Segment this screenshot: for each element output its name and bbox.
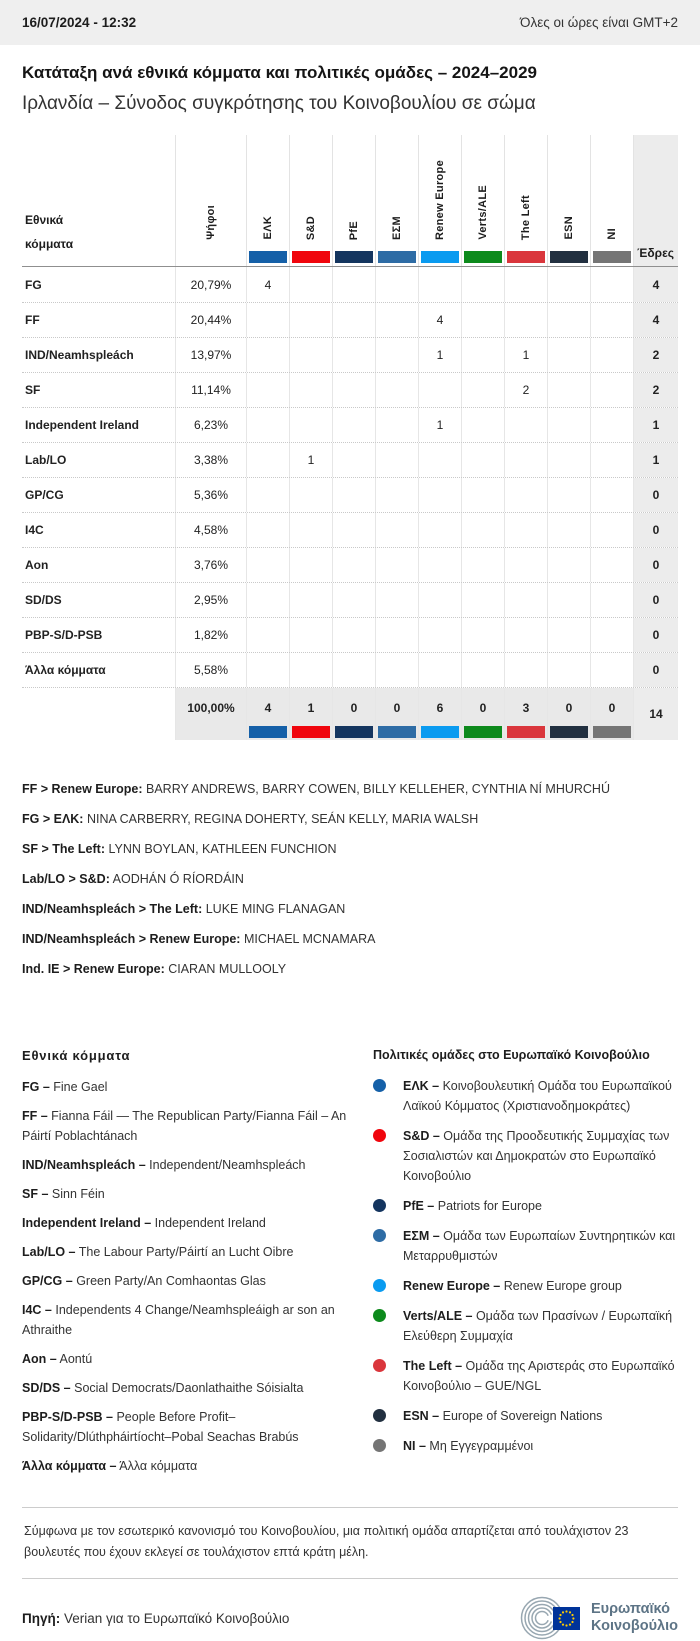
page-title: Κατάταξη ανά εθνικά κόμματα και πολιτικές ομάδες – 2024–2029 <box>22 63 537 82</box>
group-seat-cell <box>590 408 633 442</box>
seats-total-cell: 1 <box>633 443 678 477</box>
group-seat-cell <box>246 618 289 652</box>
group-seat-cell <box>375 408 418 442</box>
group-seat-cell <box>504 653 547 687</box>
group-column-header: S&D <box>289 135 332 266</box>
group-seat-cell <box>375 548 418 582</box>
votes-percent: 3,38% <box>175 443 246 477</box>
group-seat-cell <box>246 478 289 512</box>
group-color-bar <box>292 726 330 738</box>
party-legend-item: FF – Fianna Fáil — The Republican Party/Fianna Fáil – An Páirtí Poblachtánach <box>22 1109 347 1143</box>
votes-percent: 1,82% <box>175 618 246 652</box>
group-seat-cell <box>547 583 590 617</box>
seats-total-cell: 4 <box>633 303 678 337</box>
group-seat-cell <box>289 583 332 617</box>
group-seat-cell <box>418 267 461 302</box>
group-color-dot <box>373 1409 386 1422</box>
seats-total-cell: 0 <box>633 513 678 547</box>
votes-percent: 6,23% <box>175 408 246 442</box>
table-row <box>22 267 678 302</box>
group-seat-cell <box>590 338 633 372</box>
source-text: Πηγή: Verian για το Ευρωπαϊκό Κοινοβούλιο <box>22 1610 290 1626</box>
table-total-row <box>22 687 678 740</box>
group-seat-cell <box>504 267 547 302</box>
group-seat-cell <box>461 303 504 337</box>
row-header-cell <box>22 135 175 266</box>
votes-percent: 20,79% <box>175 267 246 302</box>
party-name: SD/DS <box>25 593 62 607</box>
party-name: FG <box>25 277 42 292</box>
group-color-bar <box>335 251 373 263</box>
total-group-cell: 0 <box>461 688 504 740</box>
votes-percent: 5,58% <box>175 653 246 687</box>
group-seat-cell: 4 <box>418 303 461 337</box>
group-seat-cell <box>461 513 504 547</box>
party-legend-item: I4C – Independents 4 Change/Neamhspleáigh ar son an Athraithe <box>22 1303 335 1337</box>
group-seat-cell <box>418 443 461 477</box>
group-seat-cell <box>289 338 332 372</box>
group-legend-item: Verts/ALE – Ομάδα των Πρασίνων / Ευρωπαϊκή Ελεύθερη Συμμαχία <box>373 1306 678 1346</box>
group-color-dot <box>373 1439 386 1452</box>
group-seat-cell <box>547 653 590 687</box>
group-seat-cell <box>375 478 418 512</box>
party-legend-item: Aon – Aontú <box>22 1352 93 1366</box>
group-seat-cell <box>289 513 332 547</box>
group-seat-cell <box>547 373 590 407</box>
group-seat-cell <box>375 267 418 302</box>
group-legend-item: PfE – Patriots for Europe <box>373 1196 678 1216</box>
group-seat-cell <box>547 338 590 372</box>
group-color-bar <box>378 251 416 263</box>
group-seat-cell <box>418 653 461 687</box>
total-group-cell: 0 <box>590 688 633 740</box>
mep-line: Lab/LO > S&D: AODHÁN Ó RÍORDÁIN <box>22 872 244 886</box>
group-seat-cell <box>590 513 633 547</box>
group-seat-cell <box>461 338 504 372</box>
group-column-header: ΕΣΜ <box>375 135 418 266</box>
table-row <box>22 547 678 582</box>
party-legend-item: FG – Fine Gael <box>22 1080 108 1094</box>
group-seat-cell <box>461 267 504 302</box>
group-seat-cell <box>289 478 332 512</box>
group-legend-item: Renew Europe – Renew Europe group <box>373 1276 678 1296</box>
group-seat-cell <box>547 443 590 477</box>
table-row <box>22 407 678 442</box>
party-legend-item: SF – Sinn Féin <box>22 1187 105 1201</box>
votes-column-header: Ψήφοι <box>175 135 246 266</box>
group-seat-cell: 1 <box>418 408 461 442</box>
group-seat-cell <box>590 373 633 407</box>
group-seat-cell <box>547 548 590 582</box>
table-row <box>22 652 678 687</box>
group-seat-cell <box>332 338 375 372</box>
group-seat-cell <box>504 513 547 547</box>
total-group-cell: 3 <box>504 688 547 740</box>
logo-text: Ευρωπαϊκό Κοινοβούλιο <box>590 1601 678 1634</box>
seats-column-header: Έδρες <box>633 135 678 266</box>
table-row <box>22 337 678 372</box>
group-seat-cell <box>289 548 332 582</box>
party-name: FF <box>25 313 40 327</box>
group-column-header: ESN <box>547 135 590 266</box>
group-color-dot <box>373 1279 386 1292</box>
group-seat-cell <box>246 583 289 617</box>
seats-total-cell: 0 <box>633 548 678 582</box>
party-legend-item: PBP-S/D-PSB – People Before Profit–Solidarity/Dlúthpháirtíocht–Pobal Seachas Brabús <box>22 1410 299 1444</box>
votes-percent: 20,44% <box>175 303 246 337</box>
party-name: Άλλα κόμματα <box>25 663 106 677</box>
group-seat-cell <box>547 478 590 512</box>
total-group-cell: 1 <box>289 688 332 740</box>
group-column-header: PfE <box>332 135 375 266</box>
total-group-cell: 4 <box>246 688 289 740</box>
group-column-header: Renew Europe <box>418 135 461 266</box>
party-legend <box>22 1048 352 1485</box>
party-name: PBP-S/D-PSB <box>25 628 103 642</box>
party-legend-item: Άλλα κόμματα – Άλλα κόμματα <box>22 1459 198 1473</box>
group-seat-cell <box>246 408 289 442</box>
mep-assignments <box>22 774 678 984</box>
mep-line: Ind. IE > Renew Europe: CIARAN MULLOOLY <box>22 962 287 976</box>
group-seat-cell <box>332 653 375 687</box>
timezone-note: Όλες οι ώρες είναι GMT+2 <box>520 15 678 30</box>
group-seat-cell <box>289 653 332 687</box>
seats-total-cell: 0 <box>633 583 678 617</box>
group-color-dot <box>373 1129 386 1142</box>
group-seat-cell <box>246 303 289 337</box>
group-color-dot <box>373 1359 386 1372</box>
party-name: Aon <box>25 558 49 572</box>
source-row <box>22 1595 678 1641</box>
group-seat-cell <box>418 548 461 582</box>
group-seat-cell <box>289 373 332 407</box>
group-color-bar <box>550 251 588 263</box>
group-seat-cell <box>461 373 504 407</box>
party-legend-item: SD/DS – Social Democrats/Daonlathaithe Sóisialta <box>22 1381 304 1395</box>
group-legend-item: NI – Μη Εγγεγραμμένοι <box>373 1436 678 1456</box>
group-seat-cell <box>590 618 633 652</box>
table-header <box>22 135 678 267</box>
party-name: Lab/LO <box>25 453 67 467</box>
total-votes: 100,00% <box>175 688 246 740</box>
party-legend-item: GP/CG – Green Party/An Comhaontas Glas <box>22 1274 266 1288</box>
group-column-header: The Left <box>504 135 547 266</box>
group-legend-item: ΕΣΜ – Ομάδα των Ευρωπαίων Συντηρητικών και Μεταρρυθμιστών <box>373 1226 678 1266</box>
group-seat-cell <box>590 653 633 687</box>
seats-total-cell: 0 <box>633 478 678 512</box>
group-seat-cell <box>375 443 418 477</box>
group-seat-cell <box>461 443 504 477</box>
seats-total-cell: 0 <box>633 653 678 687</box>
group-column-header: ΕΛΚ <box>246 135 289 266</box>
group-seat-cell <box>504 443 547 477</box>
group-seat-cell <box>289 303 332 337</box>
group-seat-cell <box>461 618 504 652</box>
votes-percent: 5,36% <box>175 478 246 512</box>
hemicycle-eu-flag-icon <box>517 1595 583 1641</box>
group-color-dot <box>373 1229 386 1242</box>
group-seat-cell <box>418 478 461 512</box>
group-seat-cell <box>375 303 418 337</box>
table-row <box>22 617 678 652</box>
group-color-bar <box>249 251 287 263</box>
group-color-bar <box>507 251 545 263</box>
group-column-header: NI <box>590 135 633 266</box>
seats-total-cell: 1 <box>633 408 678 442</box>
total-group-cell: 0 <box>332 688 375 740</box>
mep-line: IND/Neamhspleách > Renew Europe: MICHAEL MCNAMARA <box>22 932 376 946</box>
group-seat-cell <box>418 583 461 617</box>
group-seat-cell <box>375 373 418 407</box>
group-seat-cell <box>590 548 633 582</box>
group-legend-item: S&D – Ομάδα της Προοδευτικής Συμμαχίας των Σοσιαλιστών και Δημοκρατών στο Ευρωπαϊκό Κοινοβούλιο <box>373 1126 678 1186</box>
group-seat-cell <box>332 408 375 442</box>
group-seat-cell: 1 <box>504 338 547 372</box>
group-seat-cell <box>289 618 332 652</box>
group-seat-cell <box>332 478 375 512</box>
group-color-dot <box>373 1199 386 1212</box>
group-seat-cell <box>504 478 547 512</box>
group-seat-cell <box>418 373 461 407</box>
group-seat-cell <box>246 653 289 687</box>
group-seat-cell: 4 <box>246 267 289 302</box>
group-seat-cell <box>547 303 590 337</box>
group-seat-cell <box>246 338 289 372</box>
group-legend-item: ΕΛΚ – Κοινοβουλευτική Ομάδα του Ευρωπαϊκού Λαϊκού Κόμματος (Χριστιανοδημοκράτες) <box>373 1076 678 1116</box>
total-group-cell: 0 <box>375 688 418 740</box>
footnote: Σύμφωνα με τον εσωτερικό κανονισμό του Κοινοβουλίου, μια πολιτική ομάδα απαρτίζεται από τουλάχιστον 23 βουλευτές που έχουν εκλεγεί σε τουλάχιστον επτά κράτη μέλη. <box>22 1507 678 1579</box>
group-seat-cell <box>418 513 461 547</box>
group-color-bar <box>421 726 459 738</box>
top-bar <box>0 0 700 45</box>
group-seat-cell <box>246 548 289 582</box>
party-name: IND/Neamhspleách <box>25 348 134 362</box>
mep-line: SF > The Left: LYNN BOYLAN, KATHLEEN FUNCHION <box>22 842 337 856</box>
group-seat-cell <box>504 408 547 442</box>
group-seat-cell <box>590 478 633 512</box>
group-seat-cell <box>332 548 375 582</box>
group-color-bar <box>335 726 373 738</box>
group-legend-item: The Left – Ομάδα της Αριστεράς στο Ευρωπαϊκό Κοινοβούλιο – GUE/NGL <box>373 1356 678 1396</box>
group-color-bar <box>292 251 330 263</box>
votes-percent: 2,95% <box>175 583 246 617</box>
group-seat-cell <box>461 478 504 512</box>
group-seat-cell <box>590 583 633 617</box>
total-seats: 14 <box>633 688 678 740</box>
group-seat-cell <box>461 583 504 617</box>
group-seat-cell <box>461 408 504 442</box>
group-seat-cell <box>332 618 375 652</box>
group-seat-cell: 2 <box>504 373 547 407</box>
seats-total-cell: 0 <box>633 618 678 652</box>
party-legend-item: IND/Neamhspleách – Independent/Neamhspleách <box>22 1158 306 1172</box>
row-header-label: Εθνικά κόμματα <box>25 213 74 251</box>
table-row <box>22 582 678 617</box>
group-seat-cell <box>375 653 418 687</box>
group-seat-cell <box>375 583 418 617</box>
group-seat-cell <box>418 618 461 652</box>
votes-percent: 11,14% <box>175 373 246 407</box>
group-color-dot <box>373 1309 386 1322</box>
group-seat-cell <box>332 303 375 337</box>
group-seat-cell <box>461 653 504 687</box>
group-color-bar <box>249 726 287 738</box>
table-row <box>22 512 678 547</box>
total-group-cell: 6 <box>418 688 461 740</box>
party-legend-item: Independent Ireland – Independent Ireland <box>22 1216 266 1230</box>
group-seat-cell <box>590 303 633 337</box>
european-parliament-logo <box>517 1595 678 1641</box>
group-seat-cell <box>547 513 590 547</box>
group-seat-cell <box>332 443 375 477</box>
group-color-bar <box>421 251 459 263</box>
mep-line: FG > ΕΛΚ: NINA CARBERRY, REGINA DOHERTY, SEÁN KELLY, MARIA WALSH <box>22 812 479 826</box>
group-seat-cell <box>504 618 547 652</box>
party-legend-heading: Εθνικά κόμματα <box>22 1048 131 1063</box>
group-color-bar <box>593 251 631 263</box>
group-seat-cell <box>504 583 547 617</box>
table-row <box>22 302 678 337</box>
group-seat-cell <box>461 548 504 582</box>
seats-total-cell: 4 <box>633 267 678 302</box>
group-seat-cell <box>332 583 375 617</box>
group-seat-cell <box>246 513 289 547</box>
group-seat-cell <box>332 267 375 302</box>
group-legend-item: ESN – Europe of Sovereign Nations <box>373 1406 678 1426</box>
group-seat-cell <box>590 443 633 477</box>
party-name: GP/CG <box>25 488 64 502</box>
group-seat-cell <box>375 338 418 372</box>
group-seat-cell <box>504 303 547 337</box>
datetime-label: 16/07/2024 - 12:32 <box>22 15 137 30</box>
group-color-bar <box>593 726 631 738</box>
group-seat-cell <box>547 408 590 442</box>
results-table <box>22 135 678 740</box>
mep-line: IND/Neamhspleách > The Left: LUKE MING FLANAGAN <box>22 902 346 916</box>
group-seat-cell <box>289 267 332 302</box>
group-color-bar <box>507 726 545 738</box>
group-column-header: Verts/ALE <box>461 135 504 266</box>
table-row <box>22 372 678 407</box>
group-seat-cell <box>246 443 289 477</box>
votes-percent: 4,58% <box>175 513 246 547</box>
group-seat-cell <box>547 267 590 302</box>
party-name: I4C <box>25 523 44 537</box>
group-color-bar <box>550 726 588 738</box>
total-group-cell: 0 <box>547 688 590 740</box>
party-name: Independent Ireland <box>25 418 140 432</box>
group-seat-cell <box>590 267 633 302</box>
seats-total-cell: 2 <box>633 338 678 372</box>
group-legend-heading: Πολιτικές ομάδες στο Ευρωπαϊκό Κοινοβούλιο <box>373 1048 650 1062</box>
group-seat-cell <box>547 618 590 652</box>
seats-total-cell: 2 <box>633 373 678 407</box>
group-color-dot <box>373 1079 386 1092</box>
votes-percent: 3,76% <box>175 548 246 582</box>
group-seat-cell <box>375 513 418 547</box>
table-row <box>22 442 678 477</box>
group-seat-cell <box>375 618 418 652</box>
group-seat-cell <box>289 408 332 442</box>
legend-section <box>22 1048 678 1485</box>
votes-percent: 13,97% <box>175 338 246 372</box>
group-seat-cell <box>332 513 375 547</box>
party-name: SF <box>25 383 41 397</box>
mep-line: FF > Renew Europe: BARRY ANDREWS, BARRY COWEN, BILLY KELLEHER, CYNTHIA NÍ MHURCHÚ <box>22 782 610 796</box>
group-legend <box>373 1048 678 1485</box>
group-seat-cell <box>332 373 375 407</box>
group-color-bar <box>378 726 416 738</box>
page-subtitle: Ιρλανδία – Σύνοδος συγκρότησης του Κοινοβουλίου σε σώμα <box>22 93 536 114</box>
group-seat-cell <box>246 373 289 407</box>
group-color-bar <box>464 726 502 738</box>
group-seat-cell <box>504 548 547 582</box>
group-seat-cell: 1 <box>289 443 332 477</box>
group-seat-cell: 1 <box>418 338 461 372</box>
group-color-bar <box>464 251 502 263</box>
party-legend-item: Lab/LO – The Labour Party/Páirtí an Lucht Oibre <box>22 1245 294 1259</box>
table-row <box>22 477 678 512</box>
total-empty-cell <box>22 688 175 740</box>
